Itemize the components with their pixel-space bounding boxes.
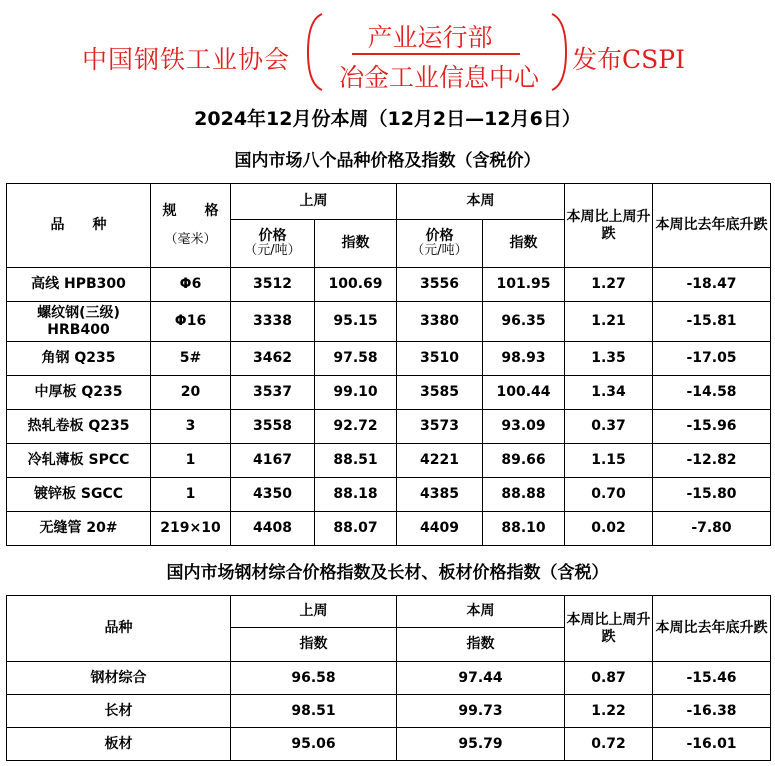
publish-label: 发布CSPI [572, 45, 685, 74]
last-week-header: 上周 [231, 596, 397, 628]
header-divider [352, 53, 520, 55]
this-week-index-cell: 96.35 [483, 302, 565, 342]
last-week-index-header: 指数 [231, 628, 397, 662]
variety-cell: 中厚板 Q235 [7, 376, 151, 410]
variety-cell: 高线 HPB300 [7, 268, 151, 302]
table-row [7, 478, 771, 512]
table-row [7, 444, 771, 478]
variety-cell: 螺纹钢(三级) HRB400 [7, 302, 151, 342]
last-week-index-cell: 97.58 [315, 342, 397, 376]
this-week-index-cell: 98.93 [483, 342, 565, 376]
table-row [7, 268, 771, 302]
table-row [7, 695, 771, 728]
variety-rows [7, 268, 771, 546]
wow-change-cell: 1.34 [565, 376, 653, 410]
wow-change-cell: 1.15 [565, 444, 653, 478]
last-week-index-cell: 99.10 [315, 376, 397, 410]
wow-change-cell: 1.21 [565, 302, 653, 342]
table-row [7, 376, 771, 410]
last-week-price-cell: 3558 [231, 410, 315, 444]
eight-variety-price-table [6, 183, 771, 546]
table-row [7, 302, 771, 342]
last-week-index-cell: 96.58 [231, 662, 397, 695]
spec-header-label: 规 格 [162, 202, 219, 219]
last-week-price-cell: 4350 [231, 478, 315, 512]
last-week-price-cell: 4408 [231, 512, 315, 546]
publisher-header [0, 8, 775, 94]
table-row [7, 662, 771, 695]
wow-header: 本周比上周升跌 [565, 596, 653, 662]
last-week-index-cell: 88.51 [315, 444, 397, 478]
ytd-change-cell: -15.80 [653, 478, 771, 512]
last-week-price-cell: 3338 [231, 302, 315, 342]
this-week-index-cell: 93.09 [483, 410, 565, 444]
section1-title: 国内市场八个品种价格及指数（含税价） [234, 151, 541, 171]
this-week-index-cell: 100.44 [483, 376, 565, 410]
wow-change-cell: 0.02 [565, 512, 653, 546]
department-name: 产业运行部 [367, 23, 493, 52]
table-row [7, 728, 771, 761]
info-center-name: 冶金工业信息中心 [338, 63, 539, 92]
table-row [7, 512, 771, 546]
this-week-price-cell: 3556 [397, 268, 483, 302]
ytd-change-cell: -16.01 [653, 728, 771, 761]
spec-cell: 20 [151, 376, 231, 410]
wow-change-cell: 0.37 [565, 410, 653, 444]
price-unit-label: （元/吨） [411, 243, 468, 259]
this-week-price-cell: 3585 [397, 376, 483, 410]
last-week-index-cell: 95.06 [231, 728, 397, 761]
spec-cell: Φ6 [151, 268, 231, 302]
variety-cell: 板材 [7, 728, 231, 761]
wow-change-cell: 1.35 [565, 342, 653, 376]
this-week-index-header: 指数 [397, 628, 565, 662]
this-week-index-cell: 101.95 [483, 268, 565, 302]
wow-change-cell: 0.87 [565, 662, 653, 695]
last-week-index-header: 指数 [315, 220, 397, 268]
report-period: 2024年12月份本周（12月2日—12月6日） [194, 108, 581, 130]
last-week-index-cell: 88.18 [315, 478, 397, 512]
this-week-index-cell: 95.79 [397, 728, 565, 761]
price-unit-label: （元/吨） [244, 243, 301, 259]
wow-header: 本周比上周升跌 [565, 184, 653, 268]
right-bracket [552, 14, 566, 90]
ytd-change-cell: -18.47 [653, 268, 771, 302]
spec-cell: 3 [151, 410, 231, 444]
last-week-index-cell: 98.51 [231, 695, 397, 728]
last-week-index-cell: 88.07 [315, 512, 397, 546]
ytd-change-cell: -17.05 [653, 342, 771, 376]
ytd-change-cell: -12.82 [653, 444, 771, 478]
price-label: 价格 [425, 227, 454, 244]
this-week-index-cell: 88.10 [483, 512, 565, 546]
left-bracket [308, 14, 322, 90]
last-week-price-cell: 4167 [231, 444, 315, 478]
variety-cell: 无缝管 20# [7, 512, 151, 546]
ytd-change-cell: -15.96 [653, 410, 771, 444]
last-week-price-cell: 3462 [231, 342, 315, 376]
ytd-change-cell: -15.46 [653, 662, 771, 695]
ytd-change-cell: -15.81 [653, 302, 771, 342]
this-week-price-cell: 4409 [397, 512, 483, 546]
this-week-index-cell: 89.66 [483, 444, 565, 478]
ytd-change-cell: -16.38 [653, 695, 771, 728]
ytd-change-cell: -7.80 [653, 512, 771, 546]
wow-change-cell: 0.70 [565, 478, 653, 512]
wow-change-cell: 1.27 [565, 268, 653, 302]
this-week-price-cell: 4385 [397, 478, 483, 512]
this-week-price-header [397, 220, 483, 268]
variety-cell: 钢材综合 [7, 662, 231, 695]
spec-unit-label: （毫米） [164, 232, 217, 248]
variety-cell: 热轧卷板 Q235 [7, 410, 151, 444]
variety-cell: 角钢 Q235 [7, 342, 151, 376]
table-row [7, 410, 771, 444]
this-week-index-cell: 88.88 [483, 478, 565, 512]
this-week-price-cell: 3380 [397, 302, 483, 342]
ytd-header: 本周比去年底升跌 [653, 596, 771, 662]
association-name: 中国钢铁工业协会 [82, 45, 291, 74]
last-week-index-cell: 92.72 [315, 410, 397, 444]
wow-change-cell: 1.22 [565, 695, 653, 728]
last-week-index-cell: 100.69 [315, 268, 397, 302]
spec-cell: 1 [151, 478, 231, 512]
last-week-price-cell: 3537 [231, 376, 315, 410]
price-label: 价格 [258, 227, 287, 244]
this-week-price-cell: 3510 [397, 342, 483, 376]
variety-cell: 镀锌板 SGCC [7, 478, 151, 512]
this-week-index-cell: 99.73 [397, 695, 565, 728]
last-week-index-cell: 95.15 [315, 302, 397, 342]
last-week-header: 上周 [231, 184, 397, 220]
spec-header [151, 184, 231, 268]
this-week-index-header: 指数 [483, 220, 565, 268]
variety-cell: 长材 [7, 695, 231, 728]
spec-cell: Φ16 [151, 302, 231, 342]
spec-cell: 219×10 [151, 512, 231, 546]
variety-cell: 冷轧薄板 SPCC [7, 444, 151, 478]
last-week-price-header [231, 220, 315, 268]
ytd-change-cell: -14.58 [653, 376, 771, 410]
variety-header: 品种 [7, 596, 231, 662]
this-week-price-cell: 4221 [397, 444, 483, 478]
this-week-header: 本周 [397, 184, 565, 220]
ytd-header: 本周比去年底升跌 [653, 184, 771, 268]
spec-cell: 1 [151, 444, 231, 478]
composite-rows [7, 662, 771, 761]
table-row [7, 342, 771, 376]
variety-header: 品 种 [7, 184, 151, 268]
this-week-price-cell: 3573 [397, 410, 483, 444]
this-week-index-cell: 97.44 [397, 662, 565, 695]
section2-title: 国内市场钢材综合价格指数及长材、板材价格指数（含税） [166, 563, 609, 583]
wow-change-cell: 0.72 [565, 728, 653, 761]
composite-index-table [6, 595, 771, 761]
this-week-header: 本周 [397, 596, 565, 628]
spec-cell: 5# [151, 342, 231, 376]
last-week-price-cell: 3512 [231, 268, 315, 302]
